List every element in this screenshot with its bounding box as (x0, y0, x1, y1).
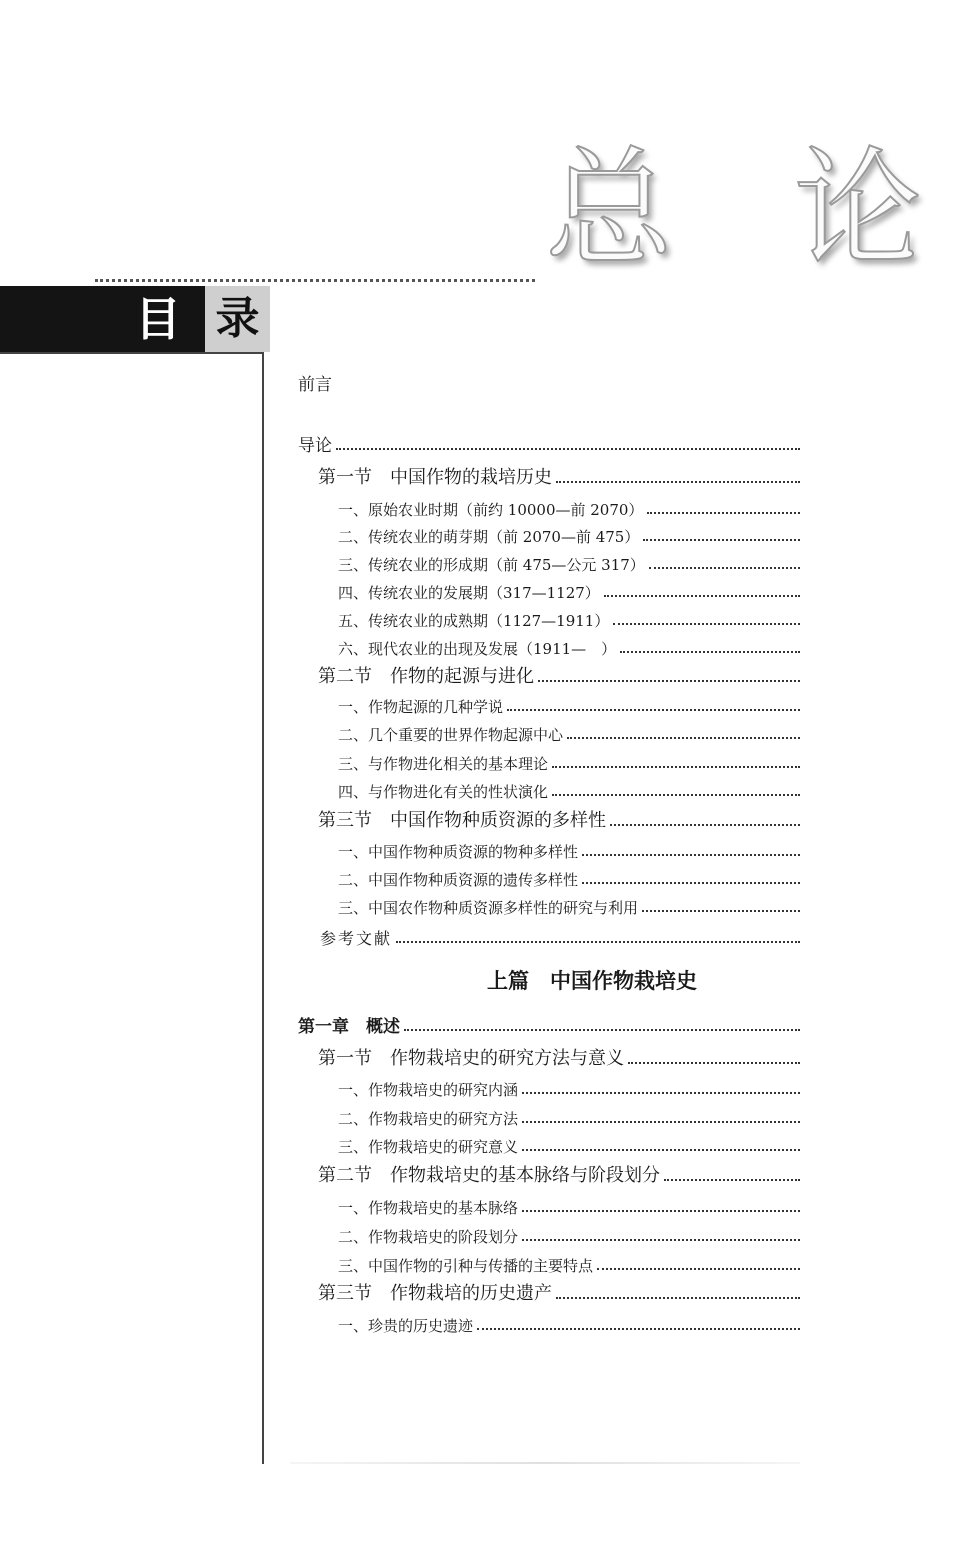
toc-entry-section[interactable] (318, 1161, 800, 1187)
toc-entry-chapter[interactable] (298, 1011, 800, 1037)
toc-entry-label: 六、现代农业的出现及发展（1911— ） (338, 640, 617, 658)
toc-entry-label: 二、作物栽培史的研究方法 (338, 1110, 519, 1128)
toc-entry-label: 三、传统农业的形成期（前 475—公元 317） (338, 556, 645, 574)
toc-entry-label: 三、与作物进化相关的基本理论 (338, 755, 549, 773)
toc-leader-dots (522, 1121, 800, 1123)
toc-leader-dots (643, 539, 800, 541)
toc-entry-item[interactable] (338, 836, 800, 862)
toc-entry-label: 第一节 作物栽培史的研究方法与意义 (318, 1048, 624, 1069)
toc-entry-item[interactable] (338, 1250, 800, 1276)
toc-entry-item[interactable] (338, 1131, 800, 1157)
toc-entry-item[interactable] (338, 748, 800, 774)
toc-entry-label: 参考文献 (320, 929, 393, 948)
toc-leader-dots (556, 1297, 800, 1299)
toc-leader-dots (522, 1239, 800, 1241)
toc-leader-dots (628, 1062, 800, 1064)
toc-foreword[interactable]: 前言 (298, 375, 332, 395)
toc-leader-dots (556, 481, 800, 483)
toc-entry-chapter[interactable] (298, 430, 800, 456)
toc-entry-item[interactable] (338, 864, 800, 890)
toc-entry-item[interactable] (338, 1074, 800, 1100)
toc-entry-section[interactable] (318, 1044, 800, 1070)
toc-entry-item[interactable] (338, 719, 800, 745)
toc-leader-dots (522, 1210, 800, 1212)
big-title: 总 论 (545, 135, 962, 284)
bottom-edge (290, 1462, 800, 1464)
toc-entry-label: 一、作物栽培史的研究内涵 (338, 1081, 519, 1099)
toc-leader-dots (647, 512, 800, 514)
toc-entry-item[interactable] (338, 892, 800, 918)
toc-entry-item[interactable] (338, 549, 800, 575)
toc-entry-item[interactable] (338, 521, 800, 547)
toc-leader-dots (336, 448, 800, 450)
toc-entry-label: 第三节 中国作物种质资源的多样性 (318, 810, 606, 831)
toc-leader-dots (610, 824, 800, 826)
toc-leader-dots (396, 941, 800, 943)
toc-leader-dots (642, 910, 800, 912)
toc-entry-label: 一、中国作物种质资源的物种多样性 (338, 843, 579, 861)
toc-entry-label: 第二节 作物的起源与进化 (318, 666, 534, 687)
toc-entry-label: 一、作物起源的几种学说 (338, 698, 504, 716)
toc-entry-label: 第一节 中国作物的栽培历史 (318, 467, 552, 488)
toc-leader-dots (522, 1149, 800, 1151)
toc-entry-label: 三、作物栽培史的研究意义 (338, 1138, 519, 1156)
toc-leader-dots (620, 651, 800, 653)
toc-leader-dots (507, 709, 800, 711)
toc-entry-label: 一、作物栽培史的基本脉络 (338, 1199, 519, 1217)
toc-entry-label: 导论 (298, 436, 332, 456)
toc-entry-label: 二、几个重要的世界作物起源中心 (338, 726, 564, 744)
toc-entry-label: 第一章 概述 (298, 1017, 400, 1037)
toc-entry-item[interactable] (338, 577, 800, 603)
toc-entry-ref[interactable] (320, 923, 800, 949)
toc-entry-label: 第二节 作物栽培史的基本脉络与阶段划分 (318, 1165, 660, 1186)
top-dotted-rule (95, 279, 535, 282)
toc-leader-dots (477, 1328, 800, 1330)
toc-entry-label: 二、中国作物种质资源的遗传多样性 (338, 871, 579, 889)
toc-entry-label: 二、传统农业的萌芽期（前 2070—前 475） (338, 528, 640, 546)
toc-leader-dots (582, 854, 800, 856)
toc-leader-dots (613, 623, 800, 625)
toc-leader-dots (552, 794, 800, 796)
toc-entry-item[interactable] (338, 776, 800, 802)
header-title-char-1: 目 (135, 292, 181, 346)
toc-entry-label: 四、与作物进化有关的性状演化 (338, 783, 549, 801)
toc-leader-dots (522, 1092, 800, 1094)
toc-leader-dots (604, 595, 800, 597)
left-vertical-rule (262, 352, 264, 1464)
toc-entry-label: 第三节 作物栽培的历史遗产 (318, 1283, 552, 1304)
toc-entry-item[interactable] (338, 1103, 800, 1129)
header-underline (0, 352, 264, 354)
toc-entry-section[interactable] (318, 1279, 800, 1305)
toc-entry-item[interactable] (338, 494, 800, 520)
toc-entry-label: 二、作物栽培史的阶段划分 (338, 1228, 519, 1246)
toc-entry-section[interactable] (318, 463, 800, 489)
toc-entry-item[interactable] (338, 1192, 800, 1218)
toc-entry-item[interactable] (338, 605, 800, 631)
toc-entry-item[interactable] (338, 633, 800, 659)
toc-entry-label: 三、中国农作物种质资源多样性的研究与利用 (338, 899, 639, 917)
toc-entry-section[interactable] (318, 662, 800, 688)
toc-leader-dots (664, 1179, 800, 1181)
toc-entry-label: 一、珍贵的历史遗迹 (338, 1317, 474, 1335)
toc-leader-dots (538, 680, 800, 682)
toc-leader-dots (582, 882, 800, 884)
toc-leader-dots (404, 1029, 800, 1031)
toc-entry-label: 四、传统农业的发展期（317—1127） (338, 584, 600, 602)
toc-entry-label: 一、原始农业时期（前约 10000—前 2070） (338, 501, 644, 519)
part-title: 上篇 中国作物栽培史 (487, 969, 697, 993)
toc-entry-label: 三、中国作物的引种与传播的主要特点 (338, 1257, 594, 1275)
toc-entry-item[interactable] (338, 691, 800, 717)
toc-entry-item[interactable] (338, 1221, 800, 1247)
header-title-char-2: 录 (205, 286, 270, 352)
toc-leader-dots (597, 1268, 800, 1270)
toc-leader-dots (552, 766, 800, 768)
toc-entry-section[interactable] (318, 806, 800, 832)
toc-entry-item[interactable] (338, 1310, 800, 1336)
toc-leader-dots (567, 737, 800, 739)
toc-entry-label: 五、传统农业的成熟期（1127—1911） (338, 612, 610, 630)
toc-leader-dots (649, 567, 800, 569)
